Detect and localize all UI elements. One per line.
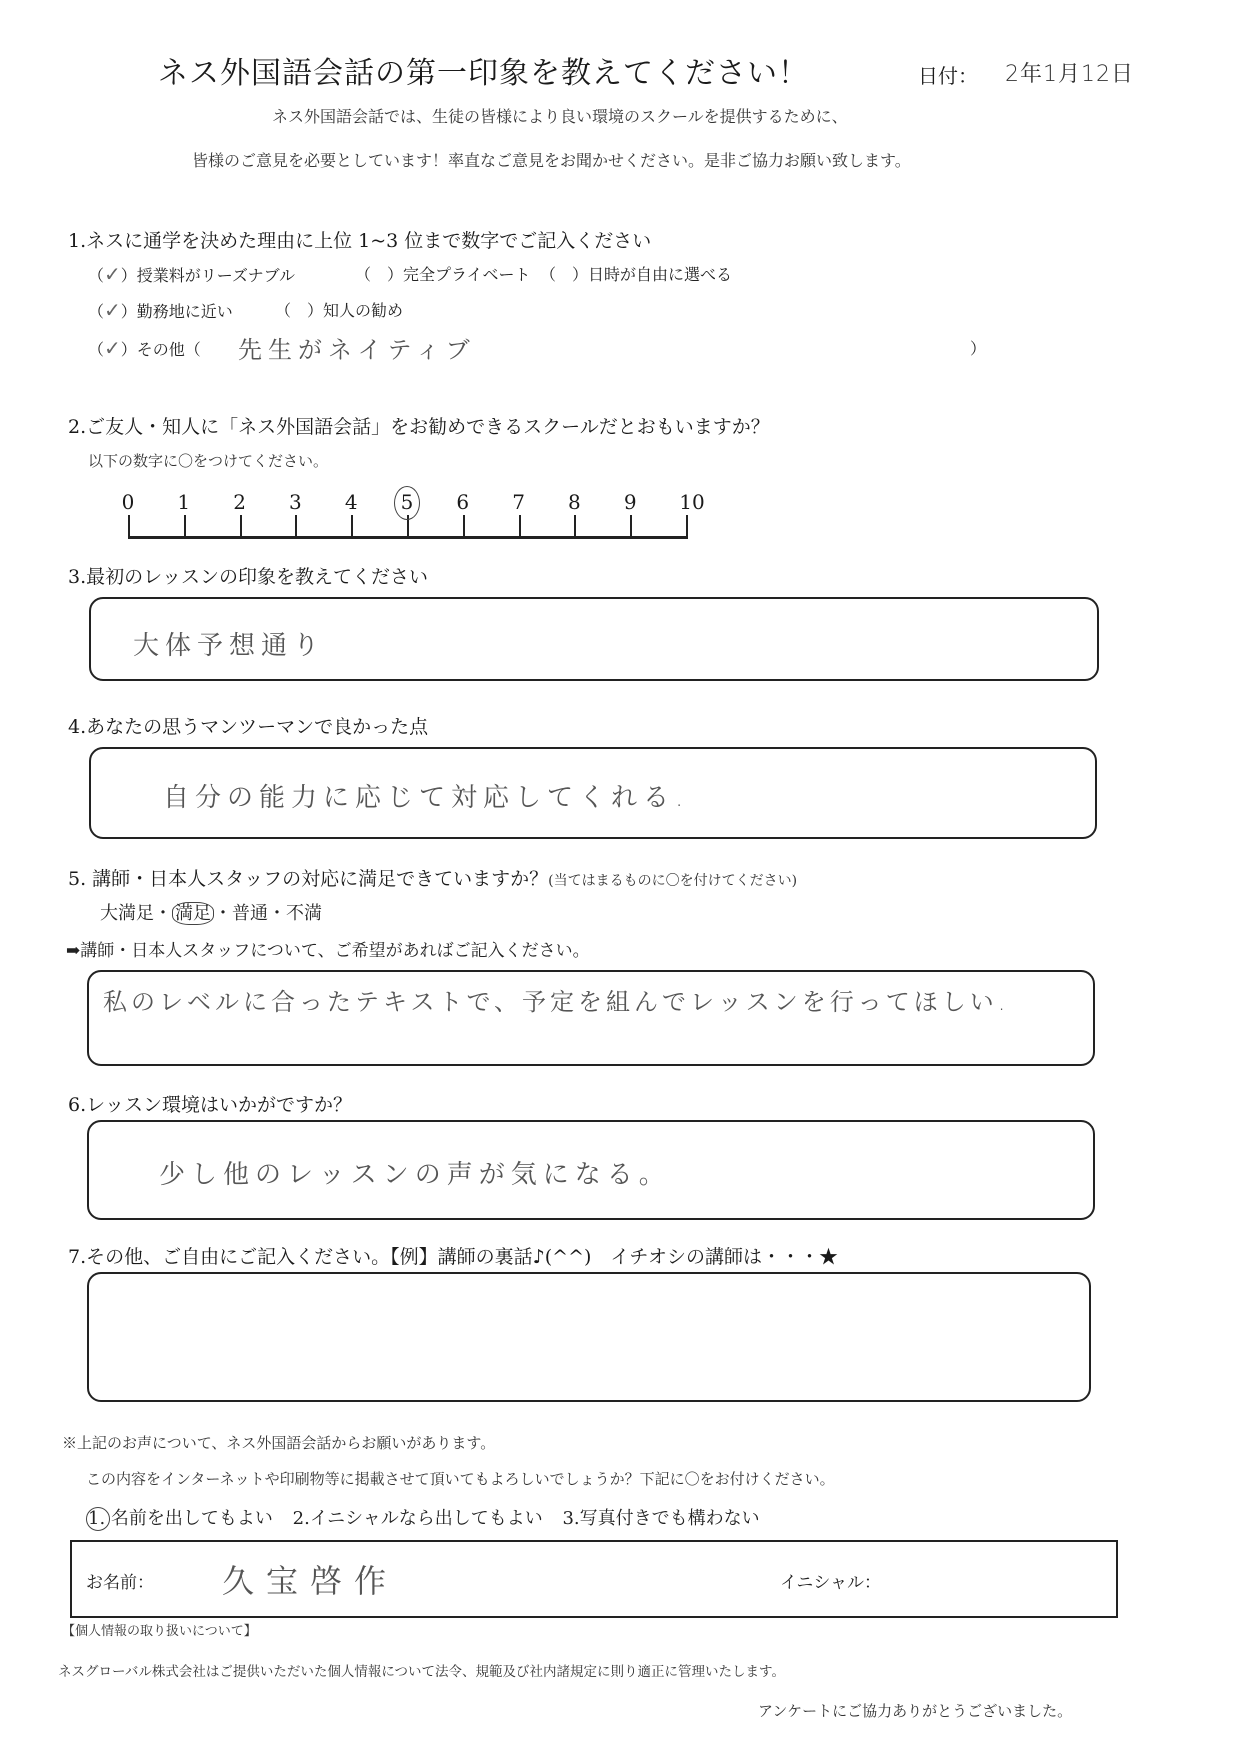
q5-option-dissatisfied[interactable]: 不満 — [286, 903, 322, 924]
option-label: その他（ — [136, 340, 201, 359]
option-label: 授業料がリーズナブル — [136, 266, 296, 285]
option-label: 完全プライベート — [403, 265, 531, 284]
selected-circle-mark — [394, 486, 420, 520]
separator: ・ — [214, 903, 232, 924]
q1-other-answer[interactable]: 先生がネイティブ — [238, 336, 476, 364]
q7-question: 7.その他、ご自由にご記入ください。【例】講師の裏話♪(^^) イチオシの講師は・・・★ — [68, 1246, 839, 1268]
name-label: お名前： — [86, 1573, 154, 1593]
q1-option-referral[interactable]: （ ）知人の勧め — [275, 301, 404, 320]
scale-option-9[interactable]: 9 — [623, 490, 637, 514]
q1-other-close-paren: ） — [970, 339, 987, 358]
scale-tick — [240, 515, 242, 537]
scale-option-5[interactable]: 5 — [400, 490, 414, 514]
consent-options — [86, 1504, 760, 1531]
scale-tick — [574, 515, 576, 537]
q5-answer-box[interactable] — [87, 970, 1095, 1066]
intro-line-2: 皆様のご意見を必要としています！率直なご意見をお聞かせください。是非ご協力お願い致します。 — [192, 151, 911, 170]
option-label: 日時が自由に選べる — [588, 265, 733, 284]
name-field[interactable]: 久宝啓作 — [222, 1562, 399, 1600]
consent-request: この内容をインターネットや印刷物等に掲載させて頂いてもよろしいでしょうか？下記に〇をお付けください。 — [86, 1470, 835, 1488]
q2-instruction: 以下の数字に〇をつけてください。 — [88, 452, 329, 470]
consent-option-photo[interactable]: 3.写真付きでも構わない — [562, 1508, 760, 1529]
date-field[interactable]: 2年1月12日 — [1005, 62, 1134, 87]
scale-option-2[interactable]: 2 — [233, 490, 246, 514]
checkmark-icon: ✓ — [104, 336, 121, 360]
q5-option-satisfied[interactable] — [172, 902, 214, 925]
q3-answer-box[interactable] — [89, 597, 1099, 681]
scale-tick — [630, 515, 632, 537]
q4-answer-box[interactable] — [89, 747, 1097, 839]
q5-sub-prompt: ➡講師・日本人スタッフについて、ご希望があればご記入ください。 — [66, 941, 590, 961]
scale-option-7[interactable]: 7 — [512, 490, 525, 514]
q1-option-near-work[interactable]: （✓）勤務地に近い — [88, 298, 233, 322]
scale-tick — [128, 515, 130, 537]
option-label: 勤務地に近い — [136, 302, 233, 321]
option-label: 知人の勧め — [323, 301, 404, 320]
date-label: 日付： — [918, 64, 978, 88]
q1-question: 1.ネスに通学を決めた理由に上位 1~3 位まで数字でご記入ください — [68, 230, 652, 252]
q7-answer-box[interactable] — [87, 1272, 1091, 1402]
scale-option-3[interactable]: 3 — [289, 490, 302, 514]
privacy-text: ネスグローバル株式会社はご提供いただいた個人情報について法令、規範及び社内諸規定に則り適正に管理いたします。 — [58, 1664, 785, 1680]
q4-question: 4.あなたの思うマンツーマンで良かった点 — [68, 716, 429, 738]
q1-option-private[interactable]: （ ）完全プライベート — [355, 265, 531, 284]
separator: ・ — [154, 903, 172, 924]
scale-option-1[interactable]: 1 — [177, 490, 191, 514]
scale-option-0[interactable]: 0 — [121, 490, 135, 514]
q5-question — [68, 864, 797, 891]
checkmark-icon: ✓ — [104, 298, 121, 322]
q5-options — [100, 899, 322, 925]
q1-option-reasonable[interactable]: （✓）授業料がリーズナブル — [88, 262, 296, 286]
scale-option-4[interactable]: 4 — [344, 490, 358, 514]
q5-note: (当てはまるものに〇を付けてください) — [548, 873, 798, 889]
q6-question: 6.レッスン環境はいかがですか？ — [68, 1094, 352, 1116]
option-label: 満足 — [175, 903, 211, 924]
q5-answer-text: 私のレベルに合ったテキストで、予定を組んでレッスンを行ってほしい. — [103, 988, 1010, 1016]
q3-question: 3.最初のレッスンの印象を教えてください — [68, 566, 428, 588]
name-box — [70, 1540, 1118, 1618]
q5-question-text: 5. 講師・日本人スタッフの対応に満足できていますか？ — [68, 868, 549, 890]
separator: ・ — [268, 903, 286, 924]
consent-option-name[interactable] — [86, 1508, 273, 1529]
page-title: ネス外国語会話の第一印象を教えてください！ — [158, 56, 809, 91]
scale-tick — [686, 515, 688, 537]
scale-option-6[interactable]: 6 — [456, 490, 470, 514]
q5-option-very-satisfied[interactable]: 大満足 — [100, 903, 154, 924]
intro-line-1: ネス外国語会話では、生徒の皆様により良い環境のスクールを提供するために、 — [272, 107, 848, 126]
thanks-text: アンケートにご協力ありがとうございました。 — [758, 1702, 1073, 1720]
q1-option-other[interactable]: （✓）その他（ — [88, 336, 201, 360]
privacy-heading: 【個人情報の取り扱いについて】 — [62, 1624, 257, 1639]
scale-tick — [351, 515, 353, 537]
q3-answer-text: 大体予想通り — [133, 631, 326, 661]
q2-question: 2.ご友人・知人に「ネス外国語会話」をお勧めできるスクールだとおもいますか？ — [68, 416, 770, 438]
q6-answer-box[interactable] — [87, 1120, 1095, 1220]
q1-option-flexible[interactable]: （ ）日時が自由に選べる — [540, 265, 733, 284]
scale-tick — [519, 515, 521, 537]
consent-note: ※上記のお声について、ネス外国語会話からお願いがあります。 — [62, 1434, 496, 1452]
consent-option-initials[interactable]: 2.イニシャルなら出してもよい — [292, 1508, 543, 1529]
scale-tick — [295, 515, 297, 537]
checkmark-icon: ✓ — [104, 262, 121, 286]
q6-answer-text: 少し他のレッスンの声が気になる。 — [159, 1160, 671, 1190]
scale-tick — [184, 515, 186, 537]
q5-option-normal[interactable]: 普通 — [232, 903, 268, 924]
scale-tick — [463, 515, 465, 537]
scale-option-8[interactable]: 8 — [568, 490, 581, 514]
q4-answer-text: 自分の能力に応じて対応してくれる. — [163, 783, 690, 813]
scale-option-10[interactable]: 10 — [679, 490, 705, 514]
initial-label: イニシャル： — [780, 1573, 881, 1593]
option-label: 1. 名前を出してもよい — [88, 1508, 273, 1529]
